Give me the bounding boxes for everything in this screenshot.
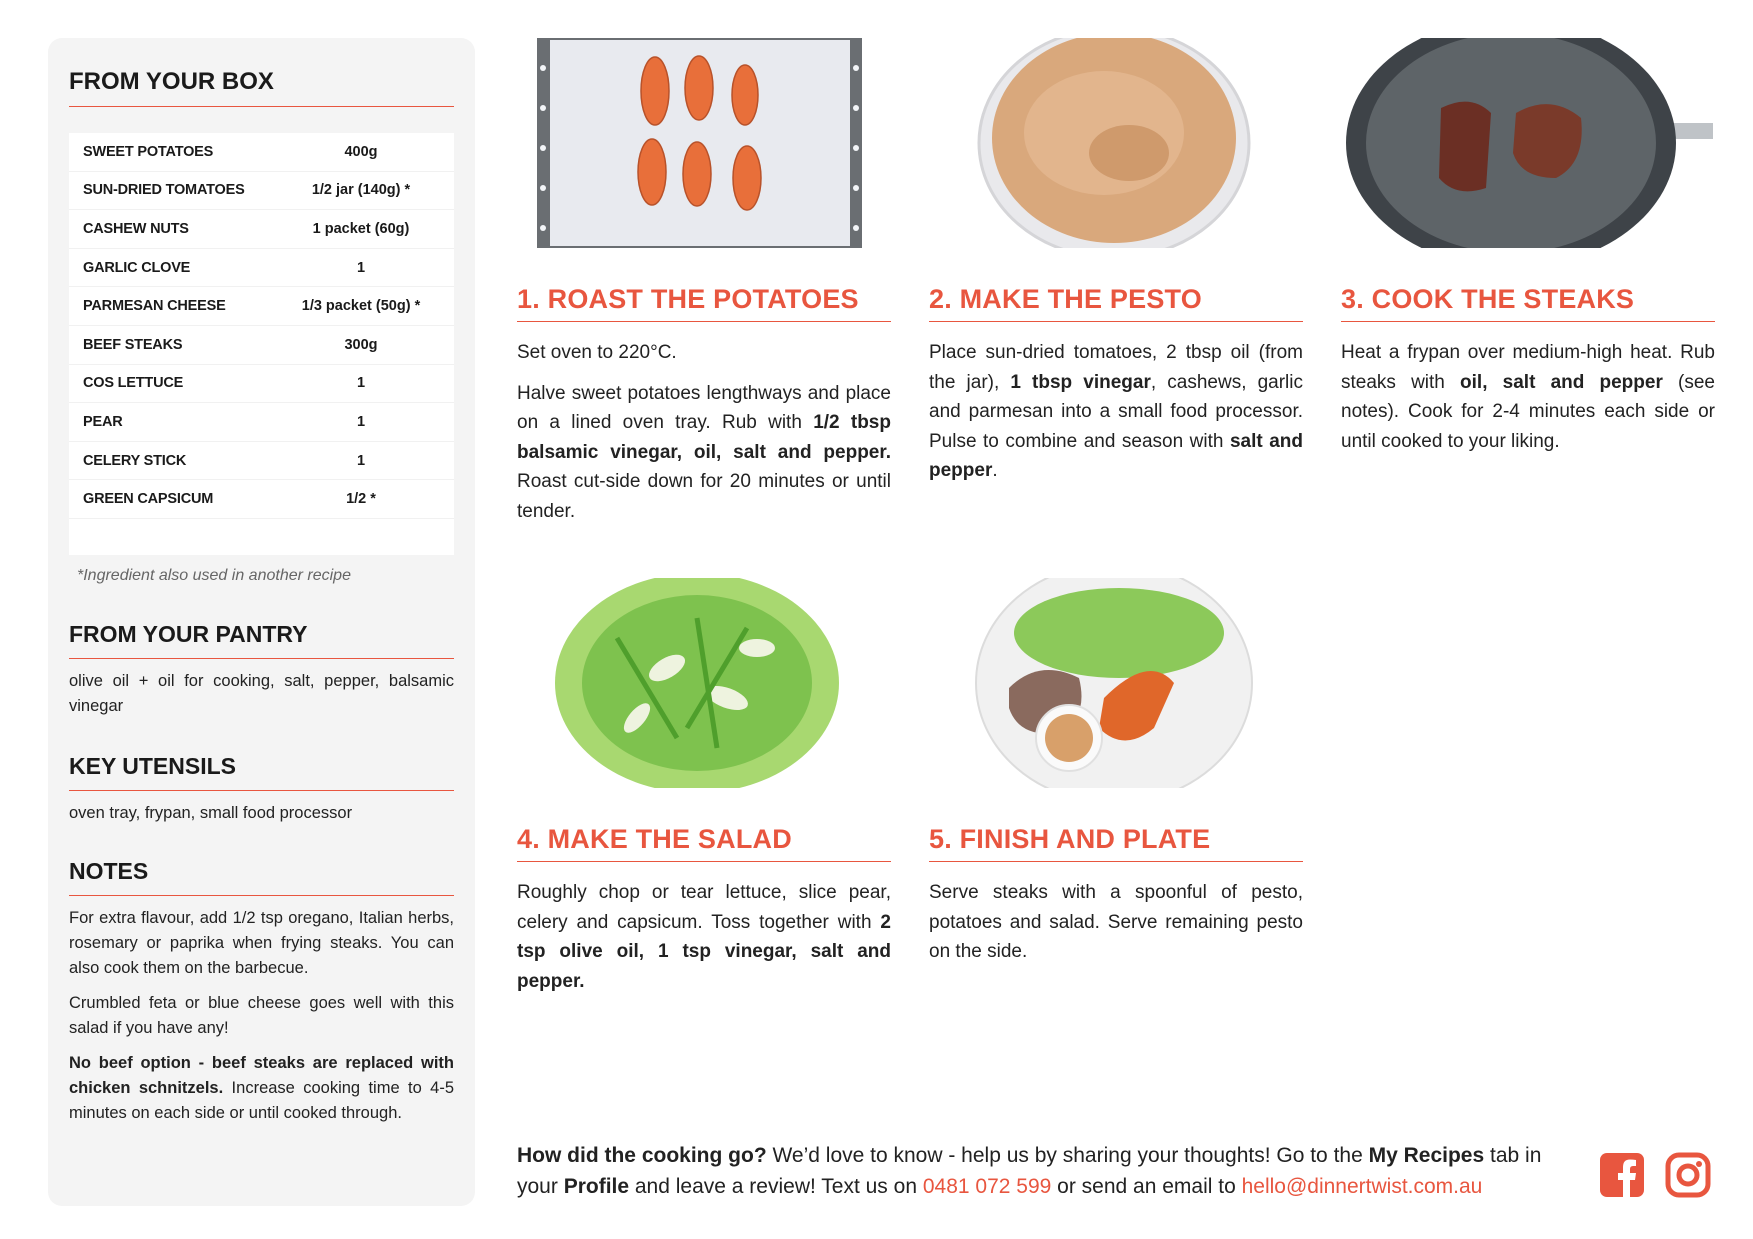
ingredient-qty: 1/2 * [346,491,376,508]
review-footer [517,1140,1567,1202]
footer-question: How did the cooking go? [517,1144,767,1167]
phone-link[interactable]: 0481 072 599 [922,1175,1052,1198]
step-4-p1 [517,878,891,996]
step-3-body [1341,338,1715,456]
note-1: For extra flavour, add 1/2 tsp oregano, Italian herbs, rosemary or paprika when frying steaks. You can also cook them on the barbecue. [69,908,454,977]
ingredient-row [69,365,454,404]
ingredient-qty: 1 [356,259,366,276]
ingredient-row [69,172,454,211]
ingredient-name: GARLIC CLOVE [83,259,191,276]
note-2: Crumbled feta or blue cheese goes well with this salad if you have any! [69,993,454,1037]
ingredients-panel [48,38,475,1206]
step-4-title: 4. MAKE THE SALAD [517,824,891,862]
ingredient-name: GREEN CAPSICUM [83,491,214,508]
text: (see notes). Cook for 2-4 minutes each side or until cooked to your liking. [1341,371,1715,452]
utensils-text: oven tray, frypan, small food processor [69,803,353,822]
text: Roughly chop or tear lettuce, slice pear, celery and capsicum. Toss together with [517,882,891,933]
ingredient-name: COS LETTUCE [83,375,184,392]
ingredient-name: BEEF STEAKS [83,336,183,353]
facebook-icon[interactable] [1599,1152,1645,1198]
note-3 [69,1051,454,1126]
ingredient-row [69,326,454,365]
step-1-title: 1. ROAST THE POTATOES [517,284,891,322]
steaks-image [1341,38,1715,248]
text: We’d love to know - help us by sharing your thoughts! Go to the [766,1144,1369,1167]
text: Roast cut-side down for 20 minutes or until tender. [517,471,891,522]
step-2-p1 [929,338,1303,486]
step-3-title: 3. COOK THE STEAKS [1341,284,1715,322]
ingredient-row [69,403,454,442]
ingredient-name: PEAR [83,413,123,430]
step-5-title: 5. FINISH AND PLATE [929,824,1303,862]
footnote: *Ingredient also used in another recipe [77,566,351,584]
text: Heat a frypan over medium-high heat. Rub steaks with [1341,342,1715,393]
utensils-heading: KEY UTENSILS [69,753,454,791]
ingredient-qty: 400g [344,143,378,160]
step-2-title: 2. MAKE THE PESTO [929,284,1303,322]
ingredient-name: PARMESAN CHEESE [83,298,226,315]
ingredient-name: CASHEW NUTS [83,220,189,237]
step-4-body [517,878,891,996]
ingredient-qty: 1 [356,413,366,430]
text: . [992,460,998,481]
step-2-body [929,338,1303,486]
text: tab in your [517,1144,1542,1198]
notes-text [69,906,454,1126]
step-1-p1: Set oven to 220°C. [517,342,677,363]
ingredients-table [69,133,454,555]
ingredient-qty: 1 [356,375,366,392]
step-3-p1 [1341,338,1715,456]
text: and leave a review! Text us on [629,1175,923,1198]
bold-text: salt and pepper [929,430,1303,481]
bold-text: 1 tbsp vinegar [1010,371,1151,393]
ingredient-row [69,249,454,288]
bold-text: oil, salt and pepper [1460,371,1663,393]
plated-image [929,578,1303,788]
ingredient-qty: 1 packet (60g) [312,220,410,237]
pesto-image [929,38,1303,248]
my-recipes-label: My Recipes [1368,1144,1485,1167]
bold-text: 1/2 tbsp balsamic vinegar, oil, salt and pepper. [517,412,891,463]
ingredient-qty: 1/3 packet (50g) * [301,298,421,315]
instagram-icon[interactable] [1665,1152,1711,1198]
ingredient-row [69,480,454,519]
step-1-p2 [517,379,891,527]
ingredient-name: CELERY STICK [83,452,187,469]
step-5 [929,578,1303,967]
ingredient-row [69,442,454,481]
profile-label: Profile [563,1175,630,1198]
utensils-section [69,753,454,826]
step-3 [1341,38,1715,456]
pantry-text: olive oil + oil for cooking, salt, pepper, balsamic vinegar [69,671,454,715]
ingredient-qty: 1 [356,452,366,469]
notes-heading: NOTES [69,858,454,896]
pantry-heading: FROM YOUR PANTRY [69,621,454,659]
notes-section [69,858,454,1126]
text: Halve sweet potatoes lengthways and place on a lined oven tray. Rub with [517,382,891,433]
email-link[interactable]: hello@dinnertwist.com.au [1241,1175,1483,1198]
step-5-body [929,878,1303,967]
step-1 [517,38,891,526]
ingredient-name: SWEET POTATOES [83,143,214,160]
ingredient-row [69,210,454,249]
ingredient-qty: 300g [344,336,378,353]
ingredient-row [69,133,454,172]
table-spacer [69,519,454,555]
box-heading: FROM YOUR BOX [69,68,454,107]
step-2 [929,38,1303,486]
text: , cashews, garlic and parmesan into a small food processor. Pulse to combine and season with [929,371,1303,452]
note-3-bold: No beef option - beef steaks are replaced with chicken schnitzels. [69,1053,454,1097]
text: or send an email to [1051,1175,1242,1198]
step-4 [517,578,891,996]
pantry-section [69,621,454,719]
step-1-body [517,338,891,526]
salad-image [517,578,891,788]
step-5-p1: Serve steaks with a spoonful of pesto, potatoes and salad. Serve remaining pesto on the side. [929,882,1303,962]
roast-potatoes-image [517,38,891,248]
note-3-rest: Increase cooking time to 4-5 minutes on each side or until cooked through. [69,1078,454,1122]
text: Place sun-dried tomatoes, 2 tbsp oil (from the jar), [929,342,1303,393]
ingredient-qty: 1/2 jar (140g) * [311,182,411,199]
bold-text: 2 tsp olive oil, 1 tsp vinegar, salt and pepper. [517,911,891,992]
ingredient-name: SUN-DRIED TOMATOES [83,182,245,199]
ingredient-row [69,287,454,326]
